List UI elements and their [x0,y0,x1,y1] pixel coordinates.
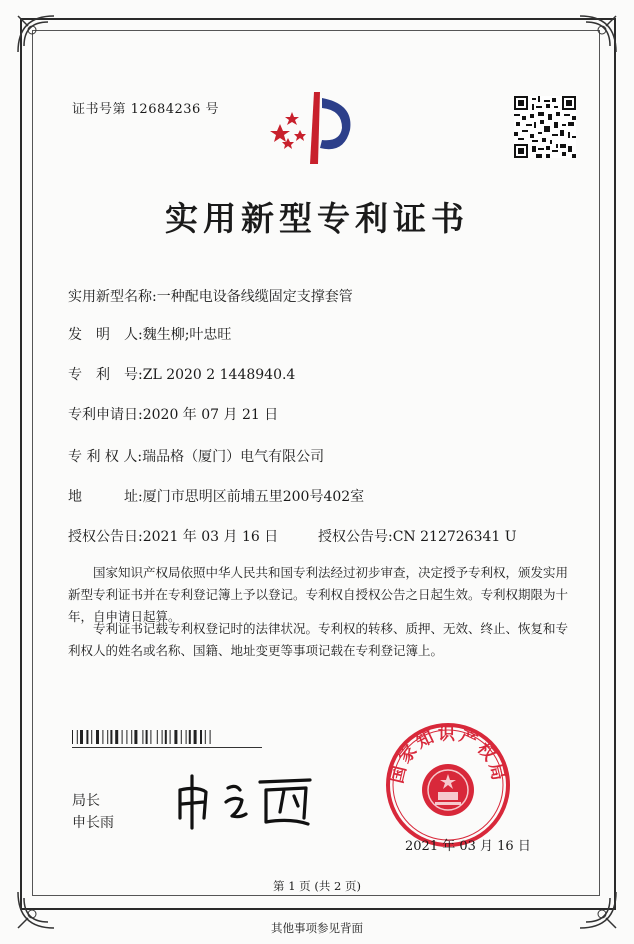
legal-paragraph-2: 专利证书记载专利权登记时的法律状况。专利权的转移、质押、无效、终止、恢复和专利权人的姓名或名称、国籍、地址变更等事项记载在专利登记簿上。 [68,621,569,658]
certificate-number-label: 证书号第 [72,102,127,117]
field-value: 厦门市思明区前埔五里200号402室 [142,489,365,505]
signatory-role: 局长 [72,793,100,809]
qr-code-icon [514,96,576,158]
field-value: 一种配电设备线缆固定支撑套管 [156,289,353,305]
field-application-date [68,404,278,424]
certificate-number-suffix: 号 [205,102,219,117]
field-label: 专利申请日: [68,407,143,423]
field-label: 授权公告日: [68,529,143,545]
field-grant-date [68,526,278,546]
field-label: 授权公告号: [318,529,393,545]
field-value: 魏生柳;叶忠旺 [142,327,232,343]
certificate-number-value: 12684236 [130,102,201,117]
field-value: ZL 2020 2 1448940.4 [142,367,296,383]
official-seal-icon [383,720,513,850]
barcode-icon [72,730,262,744]
page-title: 实用新型专利证书 [165,199,469,238]
handwritten-signature-icon [170,766,330,836]
seal-date: 2021 年 03 月 16 日 [405,839,531,854]
field-patentee [68,446,324,466]
field-label: 地 址: [68,489,143,505]
seal-text: 国家知识产权局 [387,724,509,786]
field-label: 实用新型名称: [68,289,157,305]
field-patent-number [68,364,295,384]
field-utility-model-name [68,286,353,306]
field-inventor [68,324,231,344]
cnipa-logo-icon [270,84,360,174]
corner-ornament-icon [14,12,58,56]
field-value: 瑞品格（厦门）电气有限公司 [142,449,325,465]
field-value: 2020 年 07 月 21 日 [142,407,279,423]
certificate-number [72,98,219,117]
corner-ornament-icon [576,12,620,56]
field-label: 专 利 号: [68,367,143,383]
legal-paragraph-1: 国家知识产权局依照中华人民共和国专利法经过初步审查，决定授予专利权，颁发实用新型专利证书并在专利登记簿上予以登记。专利权自授权公告之日起生效。专利权期限为十年，自申请日起算。 [68,565,569,624]
field-value: 2021 年 03 月 16 日 [142,529,279,545]
field-address [68,486,364,506]
signatory-name: 申长雨 [72,815,114,831]
field-label: 发 明 人: [68,327,143,343]
divider [72,747,262,748]
field-grant-number [318,526,517,546]
footer-note: 其他事项参见背面 [271,921,363,935]
field-value: CN 212726341 U [392,529,517,545]
field-label: 专 利 权 人: [68,449,143,465]
page-number: 第 1 页 (共 2 页) [273,879,361,893]
signatory-block [72,790,114,834]
